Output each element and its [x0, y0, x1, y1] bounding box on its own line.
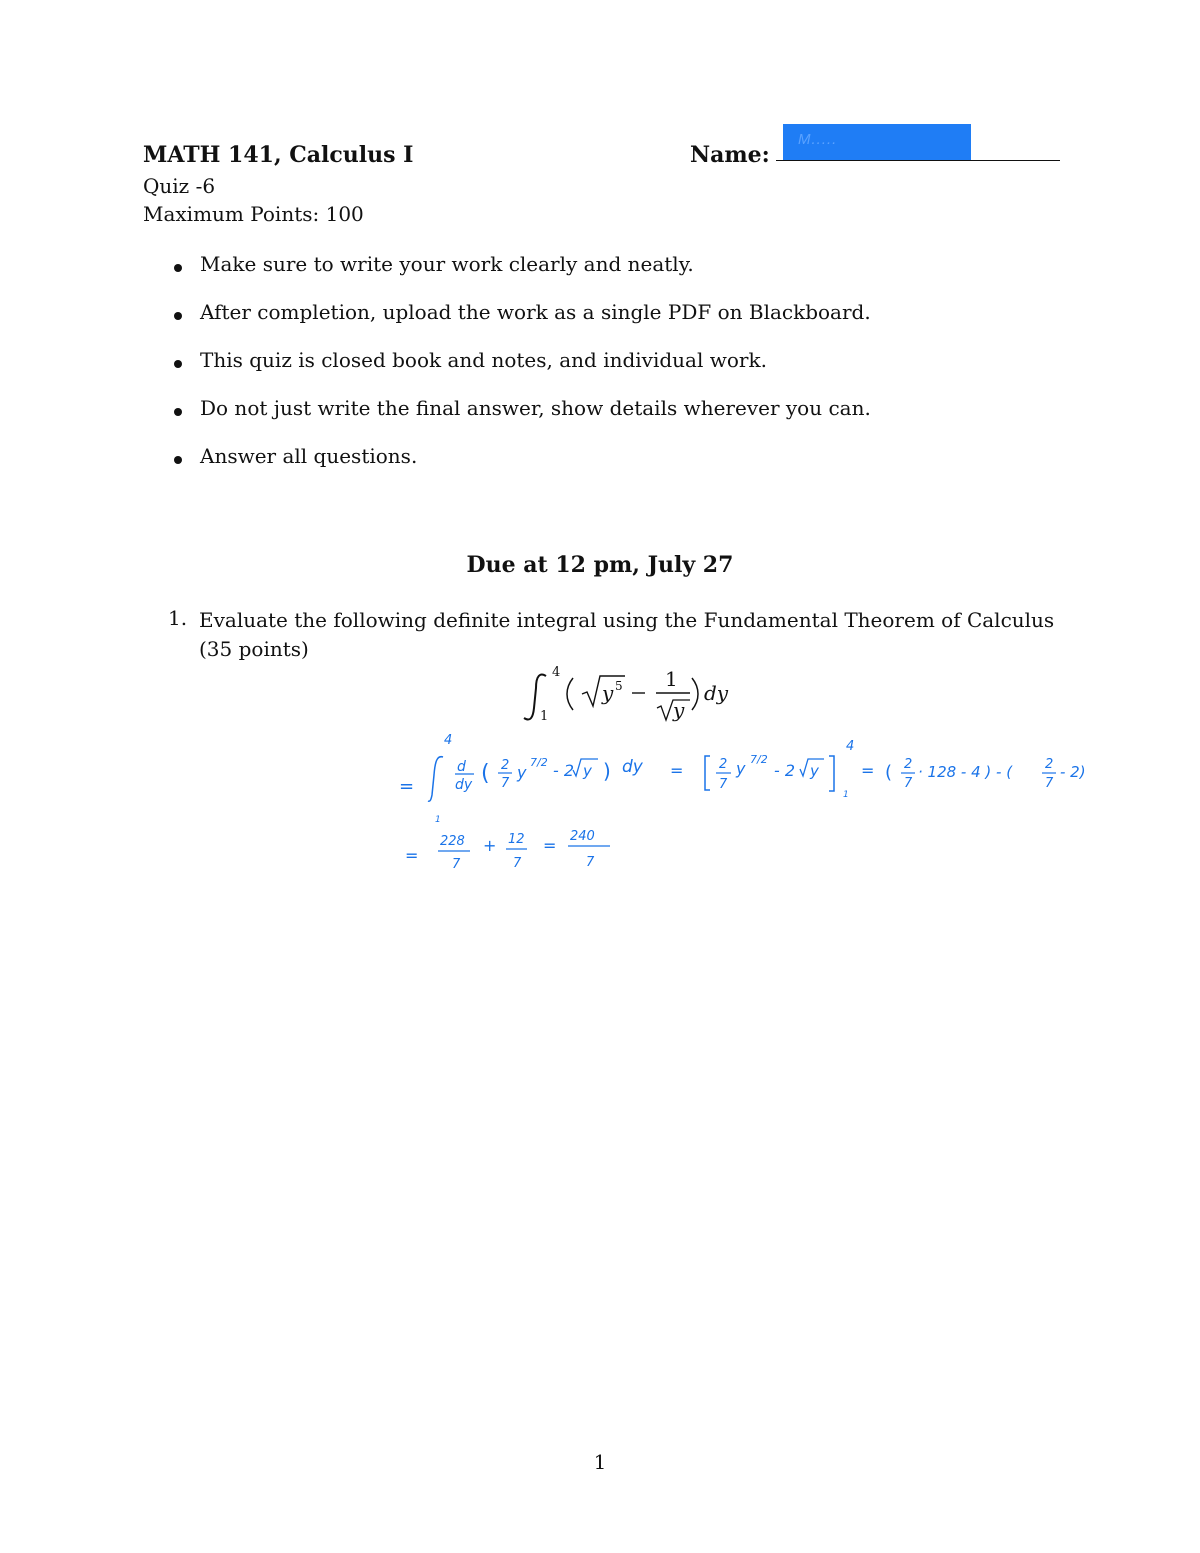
hw-frac4-den: 7 [1045, 776, 1054, 791]
hw-minus-two-2: - 2 [774, 761, 796, 780]
sqrt-y-denominator: y [673, 698, 685, 722]
differential-dy: dy [704, 681, 729, 705]
instruction-item: Do not just write the final answer, show details wherever you can. [172, 396, 871, 444]
hw-upper-limit: 4 [444, 733, 453, 748]
hw-d: d [457, 759, 466, 775]
hw2-f2-den: 7 [513, 856, 522, 871]
hw-equals-2: = [670, 761, 684, 780]
course-title: MATH 141, Calculus I [143, 142, 414, 168]
max-points: Maximum Points: 100 [143, 202, 364, 226]
fraction-numerator: 1 [665, 667, 678, 691]
instruction-item: After completion, upload the work as a single PDF on Blackboard. [172, 300, 871, 348]
hw-frac1-num: 2 [501, 758, 510, 773]
hw-times-128: · 128 - 4 ) - ( [918, 763, 1013, 781]
question-text: Evaluate the following definite integral using the Fundamental Theorem of Calculus (35 points) [199, 608, 1055, 661]
quiz-number: Quiz -6 [143, 174, 216, 198]
hw-frac4-num: 2 [1045, 757, 1054, 772]
handwritten-line-2 [405, 829, 610, 872]
hw-frac3-den: 7 [904, 776, 913, 791]
name-label: Name: [690, 142, 770, 168]
hw2-equals: = [405, 846, 419, 865]
due-date: Due at 12 pm, July 27 [466, 552, 734, 578]
hw2-f2-num: 12 [508, 832, 525, 847]
y-exponent: 5 [615, 679, 623, 693]
hw2-f1-num: 228 [440, 834, 465, 849]
hw-frac3-num: 2 [904, 757, 913, 772]
hw-dy: dy [455, 777, 473, 793]
hw-y1: y [517, 763, 527, 782]
printed-integral [524, 665, 729, 724]
hw-sqrt-y1: y [583, 762, 592, 780]
sqrt-y: y [602, 681, 614, 705]
integral-upper-limit: 4 [552, 665, 561, 680]
handwritten-line-1 [399, 733, 1086, 825]
hw-lower-limit: 1 [435, 815, 441, 825]
hw-bracket-upper: 4 [846, 739, 855, 754]
redacted-name-text: M..... [798, 131, 838, 148]
hw2-f3-num: 240 [570, 829, 595, 844]
hw-frac2-num: 2 [719, 757, 728, 772]
hw-minus-two: - 2 [553, 761, 575, 780]
hw2-f3-den: 7 [586, 855, 595, 870]
hw-y2: y [736, 759, 746, 778]
hw-equals-3: = [861, 761, 875, 780]
integral-lower-limit: 1 [540, 709, 549, 724]
hw-lparen: ( [481, 761, 490, 786]
page-number: 1 [593, 1450, 607, 1474]
instruction-item: This quiz is closed book and notes, and individual work. [172, 348, 871, 396]
hw-equals: = [399, 776, 415, 797]
hw-paren-a: ( [885, 762, 893, 783]
hw-sqrt-y2: y [810, 762, 819, 780]
hw-exp1: 7/2 [530, 756, 548, 769]
instruction-item: Answer all questions. [172, 444, 871, 492]
hw-minus-2-close: - 2) [1060, 763, 1086, 781]
instruction-item: Make sure to write your work clearly and neatly. [172, 252, 871, 300]
hw-exp2: 7/2 [750, 753, 768, 766]
hw2-plus: + [483, 836, 497, 855]
hw-dy-diff: dy [622, 757, 643, 777]
hw-rparen: ) [603, 759, 611, 783]
hw-bracket-lower: 1 [843, 790, 849, 800]
hw-frac1-den: 7 [501, 776, 510, 791]
hw-frac2-den: 7 [719, 777, 728, 792]
hw2-f1-den: 7 [452, 857, 461, 872]
hw2-equals-2: = [543, 836, 557, 855]
question-number: 1. [168, 606, 188, 630]
